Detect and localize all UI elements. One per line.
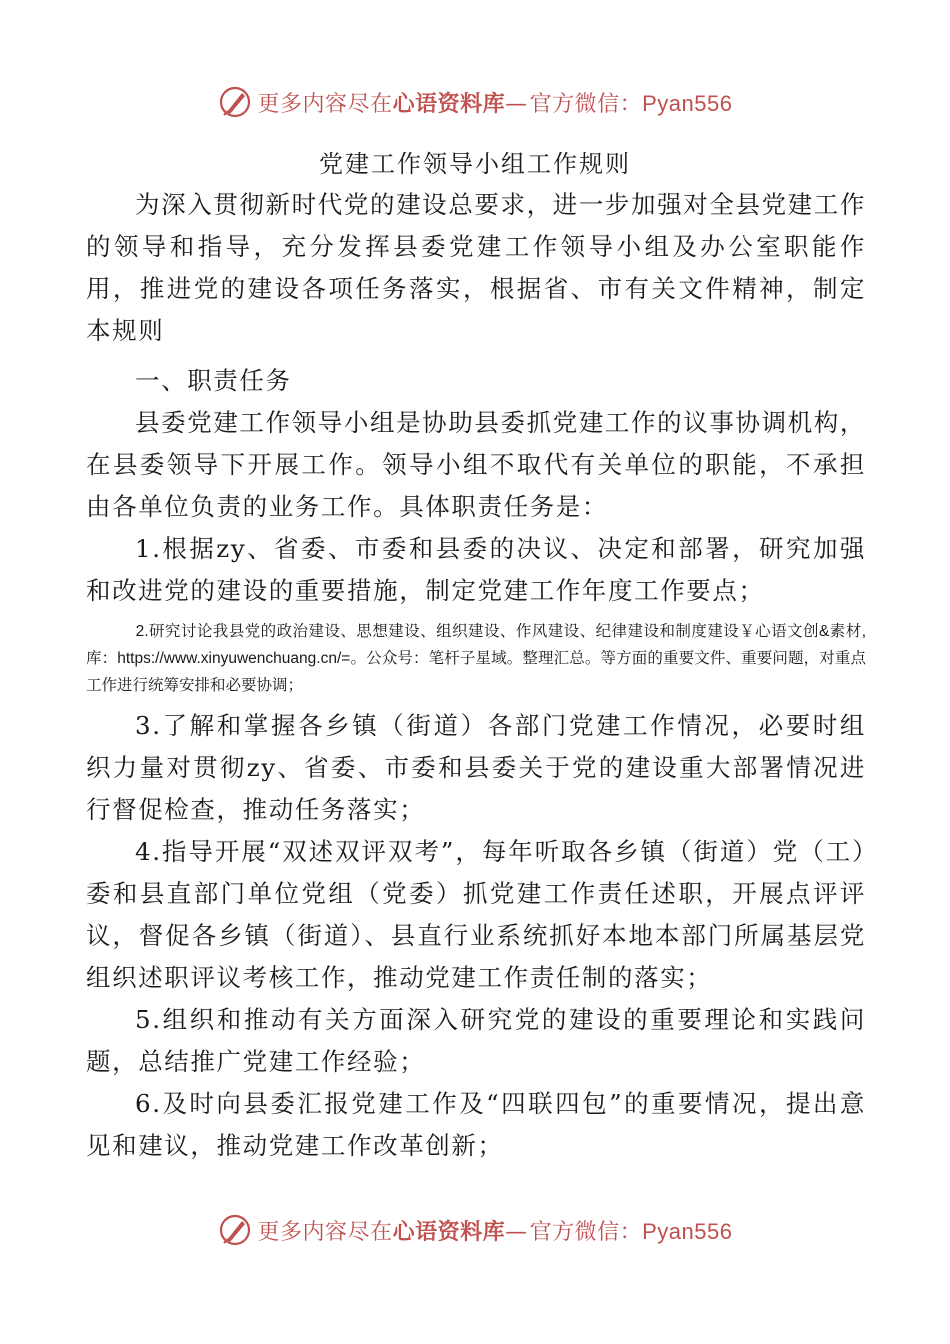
document-title: 党建工作领导小组工作规则 — [319, 150, 631, 178]
duty-item-6: 6.及时向县委汇报党建工作及“四联四包”的重要情况，提出意见和建议，推动党建工作改革创新； — [86, 1089, 866, 1160]
section-1 — [86, 360, 866, 402]
duty-item-5: 5.组织和推动有关方面深入研究党的建设的重要理论和实践问题，总结推广党建工作经验； — [86, 1005, 866, 1076]
duty-item-2: 2.研究讨论我县党的政治建设、思想建设、组织建设、作风建设、纪律建设和制度建设￥心语文创&素材,库：https://www.xinyuwenchuang.cn/=。公众号：笔杆子星域。整理汇总。等方面的重要文件、重要问题，对重点工作进行统筹安排和必要协调； — [86, 623, 866, 694]
section-intro-paragraph: 县委党建工作领导小组是协助县委抓党建工作的议事协调机构，在县委领导下开展工作。领导小组不取代有关单位的职能，不承担由各单位负责的业务工作。具体职责任务是： — [86, 408, 866, 521]
footer-banner — [0, 1210, 950, 1250]
section-1-body — [86, 402, 866, 1167]
banner-text: 更多内容尽在心语资料库—官方微信：Pyan556 — [257, 1218, 733, 1245]
header-banner — [0, 82, 950, 122]
intro-section — [86, 184, 866, 352]
pen-logo-icon — [218, 85, 252, 119]
duty-item-3: 3.了解和掌握各乡镇（街道）各部门党建工作情况，必要时组织力量对贯彻zy、省委、市委和县委关于党的建设重大部署情况进行督促检查，推动任务落实； — [86, 711, 866, 824]
pen-logo-icon — [218, 1213, 252, 1247]
banner-text: 更多内容尽在心语资料库—官方微信：Pyan556 — [257, 90, 733, 117]
duty-item-4: 4.指导开展“双述双评双考”，每年听取各乡镇（街道）党（工）委和县直部门单位党组（党委）抓党建工作责任述职，开展点评评议，督促各乡镇（街道）、县直行业系统抓好本地本部门所属基层党组织述职评议考核工作，推动党建工作责任制的落实； — [86, 837, 866, 992]
section-heading: 一、职责任务 — [135, 366, 292, 395]
duty-item-1: 1.根据zy、省委、市委和县委的决议、决定和部署，研究加强和改进党的建设的重要措施，制定党建工作年度工作要点； — [86, 534, 866, 605]
intro-paragraph: 为深入贯彻新时代党的建设总要求，进一步加强对全县党建工作的领导和指导，充分发挥县委党建工作领导小组及办公室职能作用，推进党的建设各项任务落实，根据省、市有关文件精神，制定本规则 — [86, 190, 866, 345]
